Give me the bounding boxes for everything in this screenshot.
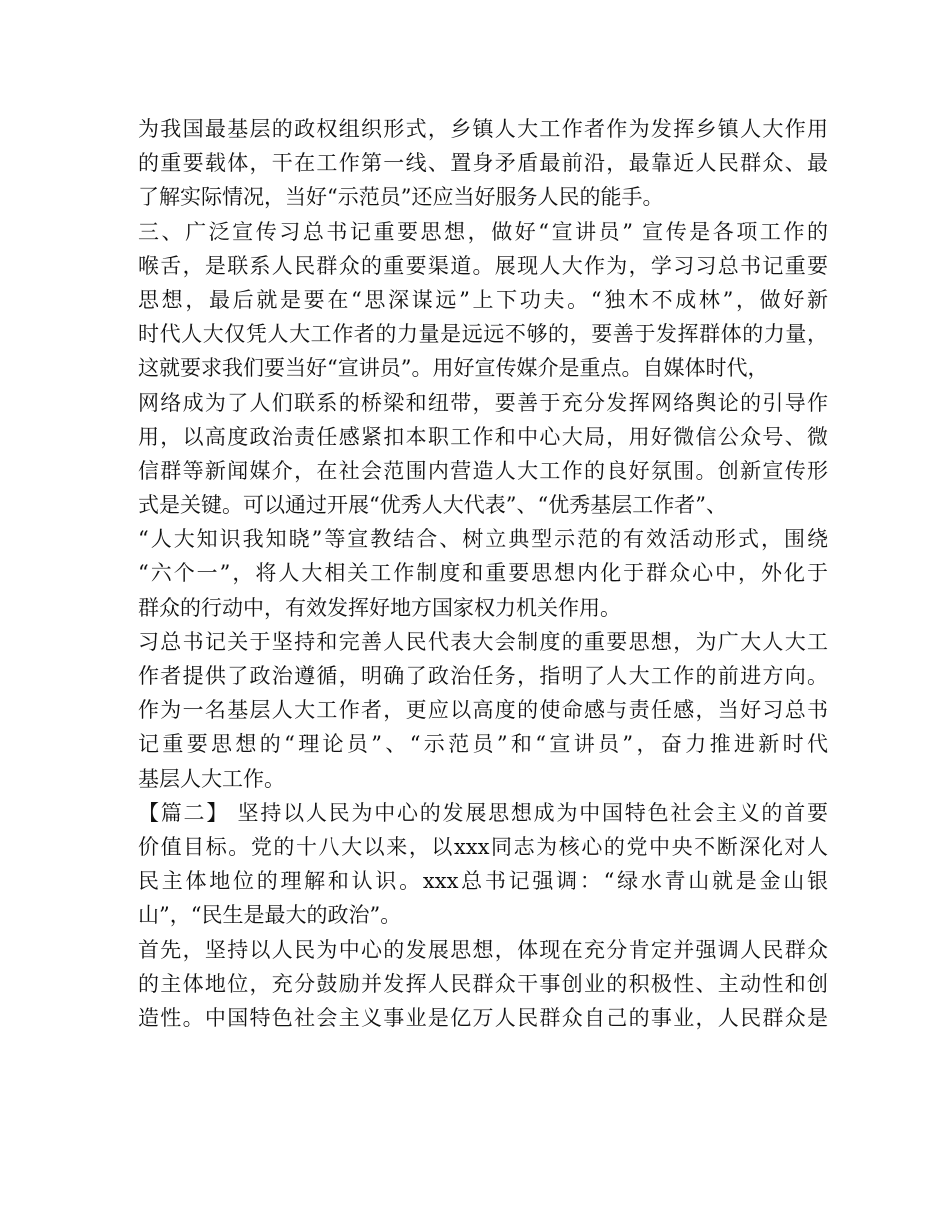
text-line-7: 时代人大仅凭人大工作者的力量是远远不够的，要善于发挥群体的力量， [138, 322, 828, 347]
text-line-14: “六个一”，将人大相关工作制度和重要思想内化于群众心中，外化于 [138, 561, 828, 586]
text-line-21: 【篇二】 坚持以人民为中心的发展思想成为中国特色社会主义的首要 [138, 800, 828, 825]
text-line-17: 作者提供了政治遵循，明确了政治任务，指明了人大工作的前进方向。 [138, 664, 828, 688]
text-line-12: 式是关键。可以通过开展“优秀人大代表”、“优秀基层工作者”、 [138, 493, 727, 518]
text-line-8: 这就要求我们要当好“宣讲员”。用好宣传媒介是重点。自媒体时代， [138, 356, 769, 381]
text-line-15: 群众的行动中，有效发挥好地方国家权力机关作用。 [138, 595, 621, 620]
text-line-19: 记重要思想的“理论员”、“示范员”和“宣讲员”，奋力推进新时代 [138, 732, 828, 757]
text-line-10: 用，以高度政治责任感紧扣本职工作和中心大局，用好微信公众号、微 [138, 424, 828, 449]
text-line-5: 喉舌，是联系人民群众的重要渠道。展现人大作为，学习习总书记重要 [138, 253, 828, 278]
text-line-2: 的重要载体，干在工作第一线、置身矛盾最前沿，最靠近人民群众、最 [138, 151, 828, 176]
text-line-13: “人大知识我知晓”等宣教结合、树立典型示范的有效活动形式，围绕 [138, 527, 828, 552]
text-line-4: 三、广泛宣传习总书记重要思想，做好“宣讲员” 宣传是各项工作的 [138, 219, 828, 244]
text-line-22: 价值目标。党的十八大以来，以xxx同志为核心的党中央不断深化对人 [138, 834, 828, 859]
text-line-27: 造性。中国特色社会主义事业是亿万人民群众自己的事业，人民群众是 [138, 1005, 828, 1030]
text-line-9: 网络成为了人们联系的桥梁和纽带，要善于充分发挥网络舆论的引导作 [138, 390, 828, 415]
text-line-24: 山”，“民生是最大的政治”。 [138, 903, 402, 928]
text-line-16: 习总书记关于坚持和完善人民代表大会制度的重要思想，为广大人大工 [138, 629, 828, 654]
text-line-20: 基层人大工作。 [138, 766, 285, 791]
text-line-6: 思想，最后就是要在“思深谋远”上下功夫。“独木不成林”，做好新 [138, 287, 828, 312]
text-line-3: 了解实际情况，当好“示范员”还应当好服务人民的能手。 [138, 185, 664, 210]
text-line-11: 信群等新闻媒介，在社会范围内营造人大工作的良好氛围。创新宣传形 [138, 458, 828, 483]
text-line-25: 首先，坚持以人民为中心的发展思想，体现在充分肯定并强调人民群众 [138, 937, 828, 962]
text-line-23: 民主体地位的理解和认识。xxx总书记强调：“绿水青山就是金山银 [138, 869, 828, 894]
text-line-18: 作为一名基层人大工作者，更应以高度的使命感与责任感，当好习总书 [138, 698, 828, 723]
document-body [138, 112, 828, 1035]
text-line-26: 的主体地位，充分鼓励并发挥人民群众干事创业的积极性、主动性和创 [138, 971, 828, 996]
text-line-1: 为我国最基层的政权组织形式，乡镇人大工作者作为发挥乡镇人大作用 [138, 117, 828, 141]
